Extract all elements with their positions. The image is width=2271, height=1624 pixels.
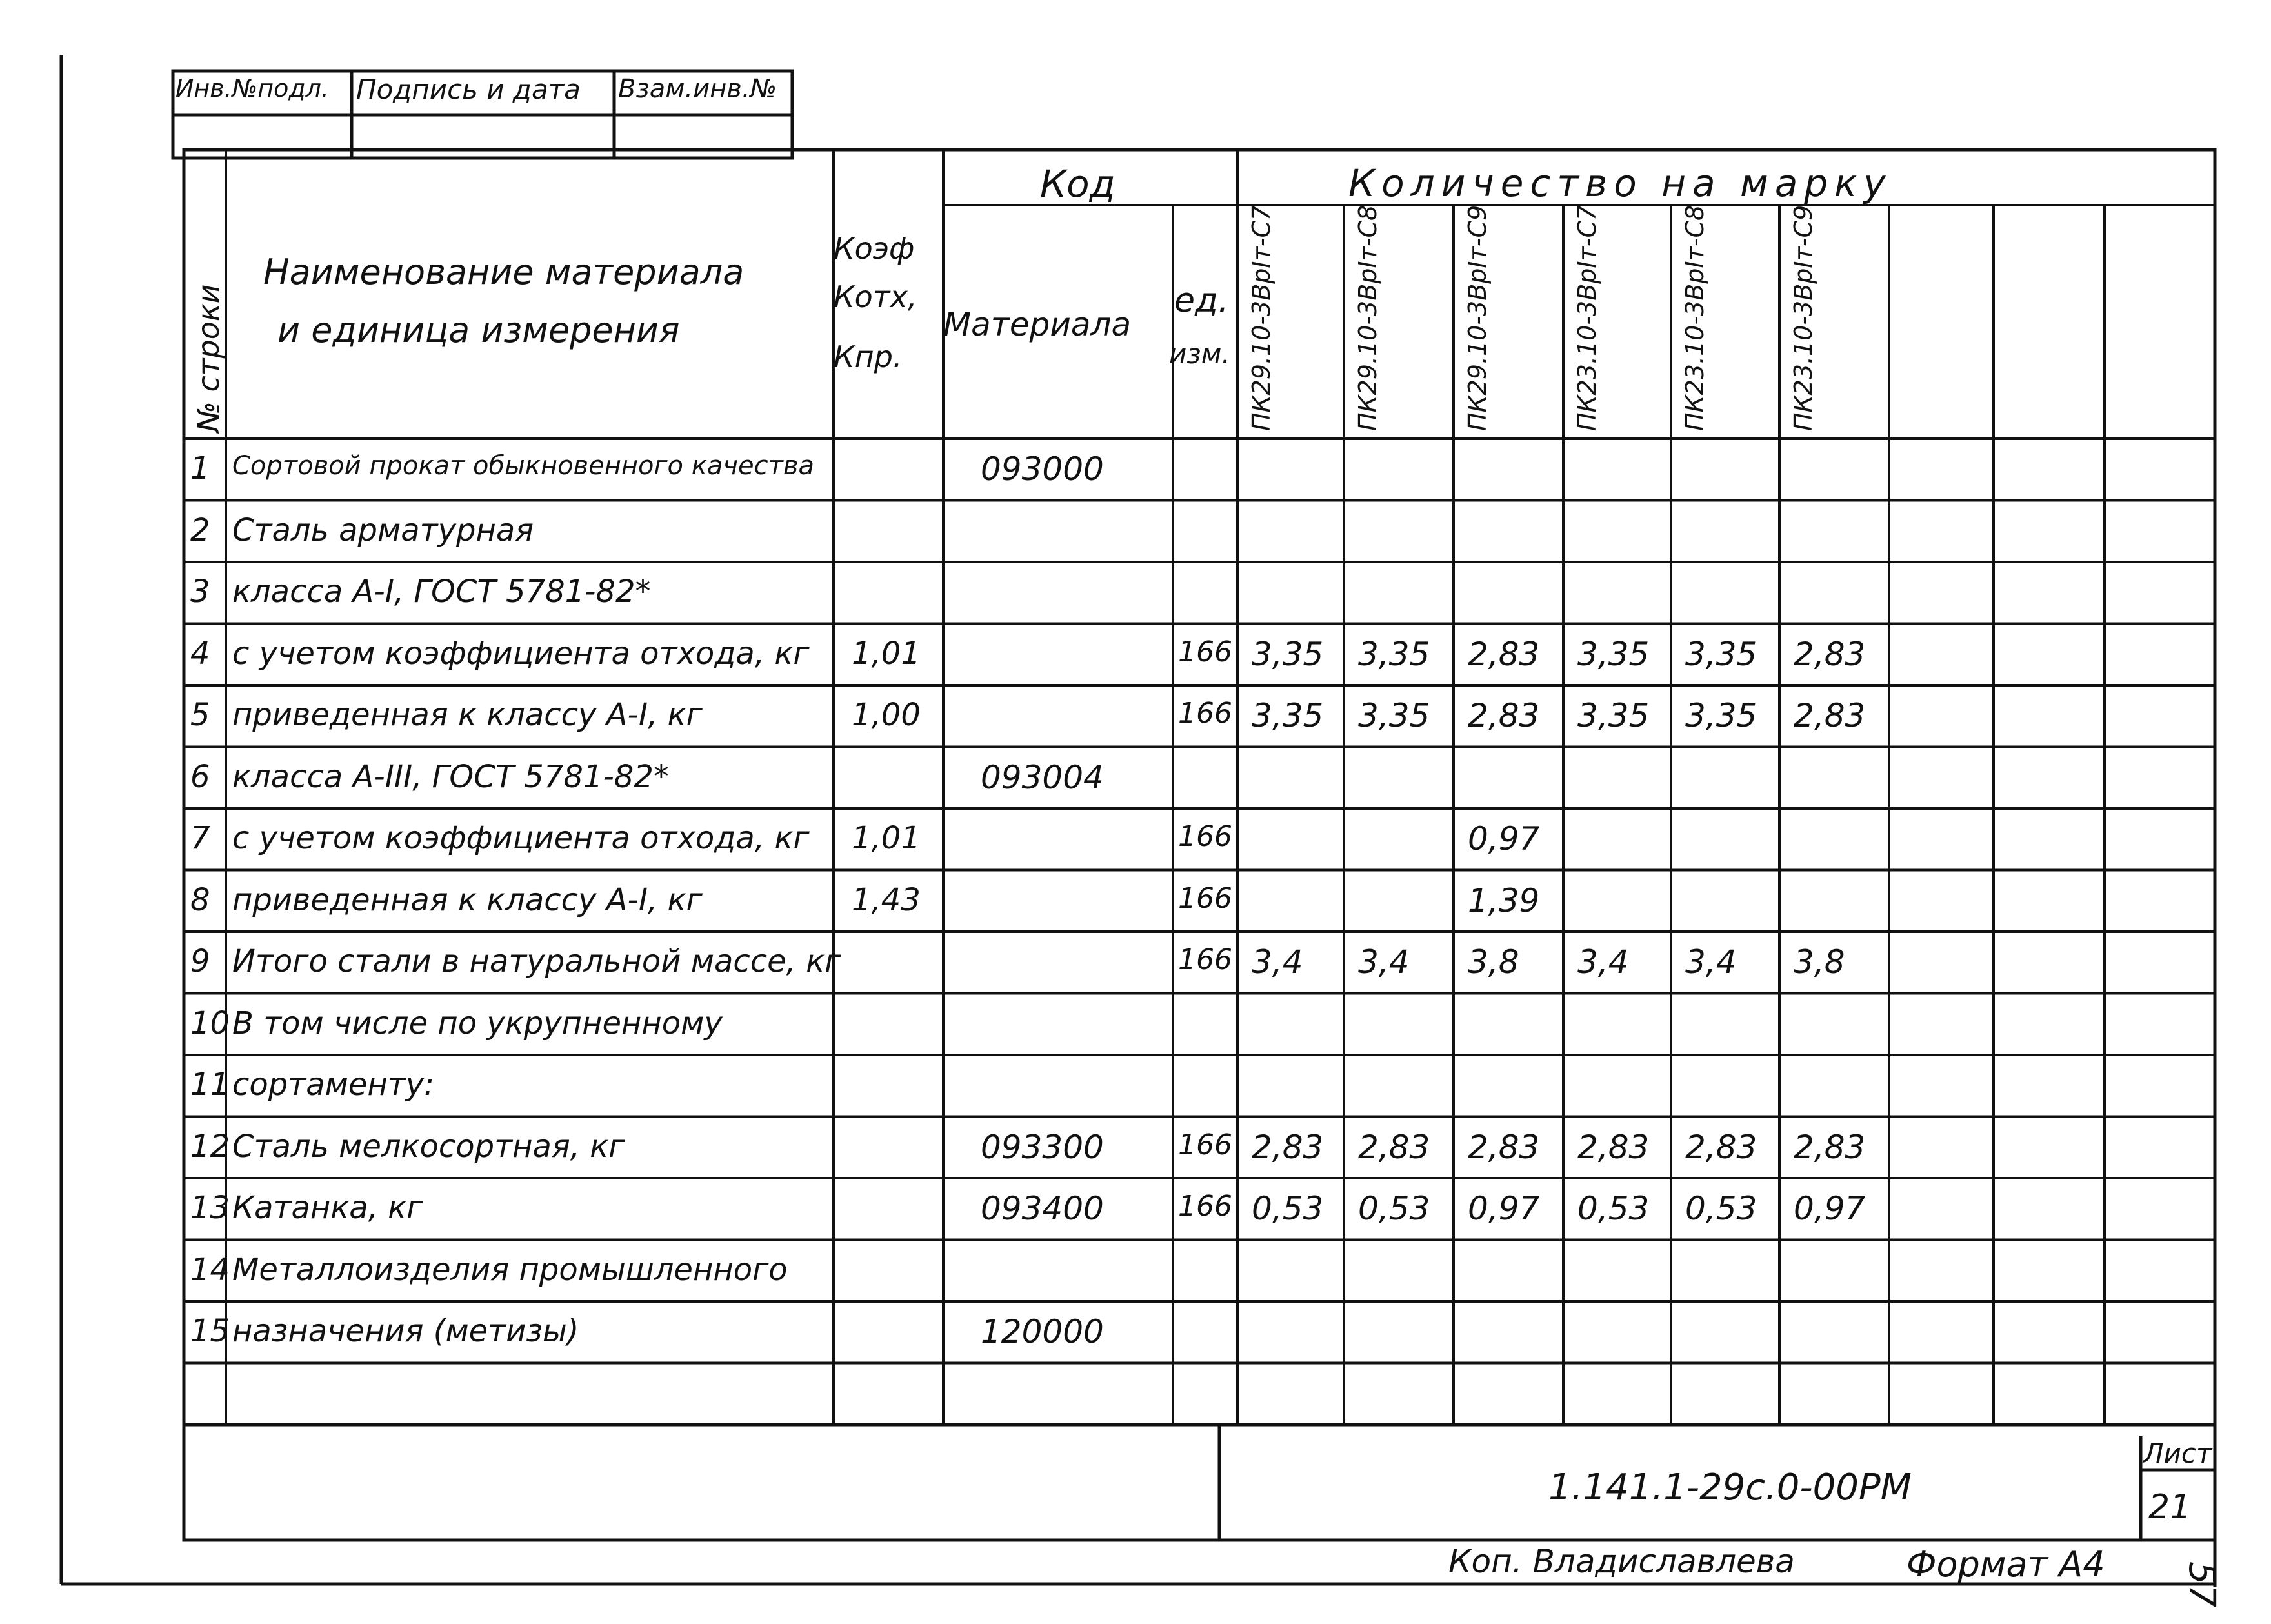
row-quantity-4: 2,83 [1577, 1128, 1650, 1166]
format-label: Формат А4 [1906, 1544, 2105, 1585]
row-name: сортаменту: [232, 1067, 435, 1103]
header-material: Материала [943, 306, 1132, 343]
row-coefficient: 1,01 [852, 820, 921, 856]
stamp-inv-label: Инв.№подл. [175, 74, 330, 103]
row-number: 6 [190, 758, 210, 795]
side-page-number: 57 [2181, 1561, 2223, 1608]
row-quantity-5: 2,83 [1685, 1128, 1757, 1166]
row-coefficient: 1,43 [852, 881, 921, 918]
row-name: Металлоизделия промышленного [232, 1251, 788, 1288]
row-quantity-5: 3,35 [1685, 635, 1757, 673]
header-name-line1: Наименование материала [263, 252, 745, 292]
copied-by: Коп. Владиславлева [1448, 1543, 1795, 1580]
row-quantity-2: 3,4 [1358, 943, 1410, 981]
row-number: 9 [190, 943, 210, 979]
row-quantity-3: 2,83 [1468, 1128, 1540, 1166]
row-unit: 166 [1178, 697, 1232, 730]
row-name: Сталь мелкосортная, кг [232, 1128, 625, 1165]
row-name: назначения (метизы) [232, 1313, 579, 1349]
header-coef-line1: Коэф [834, 231, 915, 266]
row-material-code: 093004 [981, 758, 1104, 796]
brand-header-2: ПК29.10-3ВрIт-С8 [1354, 205, 1382, 431]
header-quantity: Количество на марку [1348, 161, 1892, 205]
header-unit-line1: ед. [1174, 281, 1229, 320]
row-name: приведенная к классу А-I, кг [232, 881, 703, 918]
row-name: с учетом коэффициента отхода, кг [232, 635, 810, 672]
row-quantity-6: 0,97 [1794, 1190, 1866, 1227]
row-quantity-2: 3,35 [1358, 635, 1430, 673]
row-quantity-5: 0,53 [1685, 1190, 1757, 1227]
header-name-line2: и единица измерения [277, 310, 680, 350]
row-quantity-6: 2,83 [1794, 1128, 1866, 1166]
row-quantity-3: 3,8 [1468, 943, 1519, 981]
row-material-code: 093400 [981, 1190, 1104, 1227]
row-quantity-4: 3,35 [1577, 697, 1650, 734]
brand-header-6: ПК23.10-3ВрIт-С9 [1789, 205, 1817, 431]
row-unit: 166 [1178, 820, 1232, 853]
row-name: приведенная к классу А-I, кг [232, 697, 703, 733]
row-coefficient: 1,00 [852, 697, 921, 733]
sheet-label: Лист [2143, 1438, 2212, 1469]
row-name: В том числе по укрупненному [232, 1005, 723, 1041]
header-coef-line2: Котх, [834, 279, 917, 314]
row-quantity-3: 2,83 [1468, 635, 1540, 673]
brand-header-3: ПК29.10-3ВрIт-С9 [1463, 205, 1492, 431]
header-coef-line3: Кпр. [834, 339, 903, 374]
row-quantity-4: 0,53 [1577, 1190, 1650, 1227]
row-name: с учетом коэффициента отхода, кг [232, 820, 810, 856]
brand-header-5: ПК23.10-3ВрIт-С8 [1681, 205, 1709, 431]
row-quantity-1: 3,4 [1252, 943, 1303, 981]
row-quantity-3: 2,83 [1468, 697, 1540, 734]
document-code: 1.141.1-29с.0-00РМ [1548, 1467, 1912, 1509]
row-quantity-4: 3,4 [1577, 943, 1629, 981]
brand-header-1: ПК29.10-3ВрIт-С7 [1247, 205, 1276, 431]
row-number: 3 [190, 574, 210, 610]
row-quantity-1: 0,53 [1252, 1190, 1324, 1227]
row-unit: 166 [1178, 943, 1232, 976]
row-quantity-3: 1,39 [1468, 881, 1540, 919]
row-number: 10 [190, 1005, 230, 1041]
row-quantity-3: 0,97 [1468, 1190, 1540, 1227]
row-quantity-6: 2,83 [1794, 635, 1866, 673]
row-number: 11 [190, 1067, 230, 1103]
stamp-vzam-label: Взам.инв.№ [618, 74, 777, 104]
row-material-code: 093000 [981, 450, 1104, 488]
row-unit: 166 [1178, 1128, 1232, 1161]
row-number: 14 [190, 1251, 230, 1288]
row-quantity-4: 3,35 [1577, 635, 1650, 673]
row-name: класса А-I, ГОСТ 5781-82* [232, 574, 651, 610]
row-number: 2 [190, 512, 210, 548]
row-name: класса А-III, ГОСТ 5781-82* [232, 758, 669, 795]
row-number: 8 [190, 881, 210, 918]
row-number: 1 [190, 450, 210, 486]
row-material-code: 093300 [981, 1128, 1104, 1166]
row-name: Сортовой прокат обыкновенного качества [232, 451, 814, 481]
row-quantity-5: 3,4 [1685, 943, 1737, 981]
row-quantity-2: 0,53 [1358, 1190, 1430, 1227]
row-number: 13 [190, 1190, 230, 1226]
row-coefficient: 1,01 [852, 635, 921, 672]
sheet-number: 21 [2148, 1488, 2192, 1527]
row-number: 5 [190, 697, 210, 733]
row-quantity-1: 3,35 [1252, 635, 1324, 673]
row-unit: 166 [1178, 1190, 1232, 1223]
header-code: Код [1040, 162, 1115, 206]
row-quantity-6: 2,83 [1794, 697, 1866, 734]
header-unit-line2: изм. [1169, 338, 1230, 370]
row-material-code: 120000 [981, 1313, 1104, 1350]
row-quantity-5: 3,35 [1685, 697, 1757, 734]
row-unit: 166 [1178, 635, 1232, 668]
row-quantity-1: 3,35 [1252, 697, 1324, 734]
header-row-number: № строки [191, 284, 226, 432]
row-number: 4 [190, 635, 210, 672]
row-quantity-2: 2,83 [1358, 1128, 1430, 1166]
row-quantity-6: 3,8 [1794, 943, 1845, 981]
row-number: 7 [190, 820, 210, 856]
row-quantity-3: 0,97 [1468, 820, 1540, 857]
row-name: Итого стали в натуральной массе, кг [232, 943, 841, 979]
row-number: 12 [190, 1128, 230, 1165]
row-name: Катанка, кг [232, 1190, 423, 1226]
row-name: Сталь арматурная [232, 512, 534, 548]
stamp-sign-label: Подпись и дата [356, 74, 581, 105]
row-unit: 166 [1178, 881, 1232, 915]
row-quantity-1: 2,83 [1252, 1128, 1324, 1166]
brand-header-4: ПК23.10-3ВрIт-С7 [1573, 205, 1601, 431]
row-number: 15 [190, 1313, 230, 1349]
row-quantity-2: 3,35 [1358, 697, 1430, 734]
